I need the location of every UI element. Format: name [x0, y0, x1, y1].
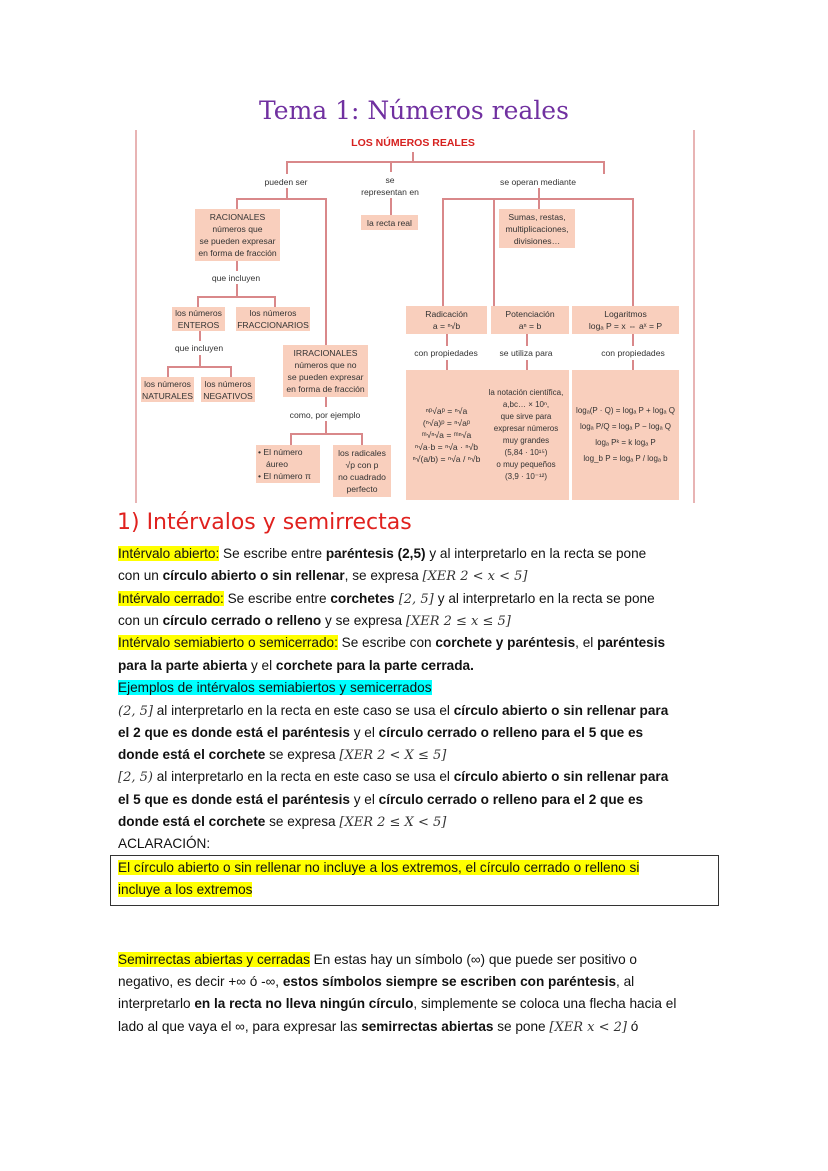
box-negativos: los números NEGATIVOS: [201, 377, 255, 402]
text: con un: [118, 568, 163, 583]
text: y al interpretarlo en la recta se pone: [425, 546, 647, 561]
text-line: [118, 858, 639, 878]
text: se pone: [493, 1019, 550, 1034]
text: ó: [626, 1019, 639, 1034]
text: se expresa: [265, 747, 340, 762]
text: , el: [575, 635, 598, 650]
bold-text: donde está el corchete: [118, 814, 266, 829]
math-expression: [XER x < 2]: [549, 1020, 627, 1035]
bold-text: donde está el corchete: [118, 747, 266, 762]
text-line: [118, 566, 527, 587]
math-expression: (2, 5]: [118, 704, 153, 719]
text-line: [118, 701, 668, 722]
text-line: [118, 544, 646, 564]
text: al interpretarlo en la recta en este caso se usa el: [152, 703, 454, 718]
text: y al interpretarlo en la recta se pone: [437, 591, 655, 606]
text-line: [118, 812, 446, 833]
text: , simplemente se coloca una flecha hacia el: [413, 996, 677, 1011]
bold-text: en la recta no lleva ningún círculo: [194, 996, 414, 1011]
text-line: [118, 834, 210, 854]
text-line: [118, 767, 668, 788]
text-line: [118, 656, 474, 676]
text-line: [118, 994, 676, 1014]
text-line: [118, 880, 252, 900]
bold-text: círculo abierto o sin rellenar para: [453, 703, 669, 718]
highlighted-term: Intérvalo semiabierto o semicerrado:: [118, 635, 338, 650]
text: y el: [349, 725, 379, 740]
box-potenciacion-usos: la notación científica, a,bc… × 10ⁿ, que sirve para expresar números muy grandes (5,84 · 10¹⁵) o muy pequeños (3,9 · 10⁻¹²): [483, 370, 569, 500]
box-logaritmos: Logaritmos logₐ P = x ⇔ aˣ = P: [572, 306, 679, 334]
math-expression: [XER 2 < X ≤ 5]: [339, 748, 447, 763]
box-potenciacion: Potenciación aⁿ = b: [491, 306, 569, 334]
box-radicacion-propiedades: ⁿᵖ√aᵖ = ⁿ√a (ⁿ√a)ᵖ = ⁿ√aᵖ ᵐ√ⁿ√a = ᵐⁿ√a ⁿ√a·b = ⁿ√a · ⁿ√b ⁿ√(a/b) = ⁿ√a / ⁿ√b: [406, 370, 487, 500]
text: Se escribe entre: [219, 546, 326, 561]
bold-text: paréntesis (2,5): [325, 546, 426, 561]
text-line: [118, 745, 446, 766]
text: lado al que vaya el ∞, para expresar las: [118, 1019, 362, 1034]
map-title: LOS NÚMEROS REALES: [351, 137, 475, 149]
document-title: Tema 1: Números reales: [259, 96, 569, 125]
bold-text: círculo cerrado o relleno para el 2 que es: [378, 792, 644, 807]
text: y el: [349, 792, 379, 807]
highlighted-term: Intérvalo cerrado:: [118, 591, 224, 606]
math-expression: [XER 2 ≤ x ≤ 5]: [405, 614, 511, 629]
bold-text: paréntesis: [597, 635, 666, 650]
bold-text: para la parte abierta: [118, 658, 248, 673]
label-que-incluyen: que incluyen: [174, 343, 224, 353]
math-expression: [XER 2 ≤ X < 5]: [339, 815, 447, 830]
text: con un: [118, 613, 163, 628]
math-expression: [XER 2 < x < 5]: [422, 569, 528, 584]
text: al interpretarlo en la recta en este caso se usa el: [152, 769, 454, 784]
text: En estas hay un símbolo (∞) que puede ser positivo o: [309, 952, 637, 967]
bold-text: estos símbolos siempre se escriben con paréntesis: [282, 974, 617, 989]
bold-text: semirrectas abiertas: [361, 1019, 494, 1034]
box-aureo: • El número áureo • El número π: [256, 445, 320, 483]
math-expression: [2, 5]: [394, 592, 438, 607]
box-irracionales: IRRACIONALES números que no se pueden expresar en forma de fracción: [283, 345, 368, 397]
text: y se expresa: [321, 613, 406, 628]
text: negativo, es decir +∞ ó -∞,: [118, 974, 283, 989]
bold-text: el 2 que es donde está el paréntesis: [118, 725, 350, 740]
label-se-representan: se representan en: [361, 175, 419, 197]
bold-text: corchete para la parte cerrada.: [275, 658, 474, 673]
text-line: [118, 633, 665, 653]
box-recta-real: la recta real: [361, 215, 418, 230]
box-radicacion: Radicación a = ⁿ√b: [406, 306, 487, 334]
box-sumas: Sumas, restas, multiplicaciones, divisiones…: [499, 209, 575, 248]
box-radicales: los radicales √p con p no cuadrado perfecto: [333, 445, 391, 497]
text: Se escribe con: [337, 635, 436, 650]
text: se expresa: [265, 814, 340, 829]
label-se-utiliza: se utiliza para: [499, 348, 553, 358]
bold-text: círculo cerrado o relleno: [162, 613, 322, 628]
box-naturales: los números NATURALES: [142, 378, 193, 401]
text: , se expresa: [344, 568, 423, 583]
text-line: [118, 790, 643, 810]
bold-text: el 5 que es donde está el paréntesis: [118, 792, 350, 807]
text-line: [118, 589, 655, 610]
label-con-propiedades: con propiedades: [601, 348, 665, 358]
label-se-operan: se operan mediante: [500, 177, 576, 187]
highlighted-term: Semirrectas abiertas y cerradas: [118, 952, 310, 967]
text: interpretarlo: [118, 996, 195, 1011]
map-border-left: [135, 130, 137, 503]
highlighted-heading: Ejemplos de intérvalos semiabiertos y semicerrados: [118, 680, 432, 695]
text-line: [118, 611, 511, 632]
box-racionales: RACIONALES números que se pueden expresar en forma de fracción: [195, 209, 280, 261]
bold-text: círculo abierto o sin rellenar: [162, 568, 345, 583]
box-enteros: los números ENTEROS: [172, 307, 225, 331]
box-logaritmos-propiedades: logₐ(P · Q) = logₐ P + logₐ Q logₐ P/Q = logₐ P − logₐ Q logₐ Pᵏ = k logₐ P log_b P = logₐ P / logₐ b: [572, 370, 679, 500]
bold-text: corchetes: [330, 591, 395, 606]
box-fraccionarios: los números FRACCIONARIOS: [237, 308, 309, 330]
label-que-incluyen: que incluyen: [211, 273, 261, 283]
section-heading: 1) Intérvalos y semirrectas: [117, 510, 412, 535]
label-como-ejemplo: como, por ejemplo: [289, 410, 361, 420]
text-line: [118, 723, 643, 743]
text: , al: [616, 974, 635, 989]
text-line: [118, 950, 637, 970]
text-line: [118, 1017, 638, 1038]
highlighted-term: El círculo abierto o sin rellenar no incluye a los extremos, el círculo cerrado o relleno si: [118, 860, 640, 875]
bold-text: círculo cerrado o relleno para el 5 que es: [378, 725, 644, 740]
math-expression: [2, 5): [118, 770, 153, 785]
text: y el: [247, 658, 276, 673]
text-line: [118, 972, 634, 992]
bold-text: corchete y paréntesis: [435, 635, 576, 650]
label-pueden-ser: pueden ser: [264, 177, 308, 187]
label-con-propiedades: con propiedades: [414, 348, 478, 358]
text: ACLARACIÓN:: [118, 836, 211, 851]
highlighted-term: incluye a los extremos: [118, 882, 253, 897]
text: Se escribe entre: [223, 591, 331, 606]
highlighted-term: Intérvalo abierto:: [118, 546, 220, 561]
text-line: [118, 678, 432, 698]
map-border-right: [693, 130, 695, 503]
bold-text: círculo abierto o sin rellenar para: [453, 769, 669, 784]
